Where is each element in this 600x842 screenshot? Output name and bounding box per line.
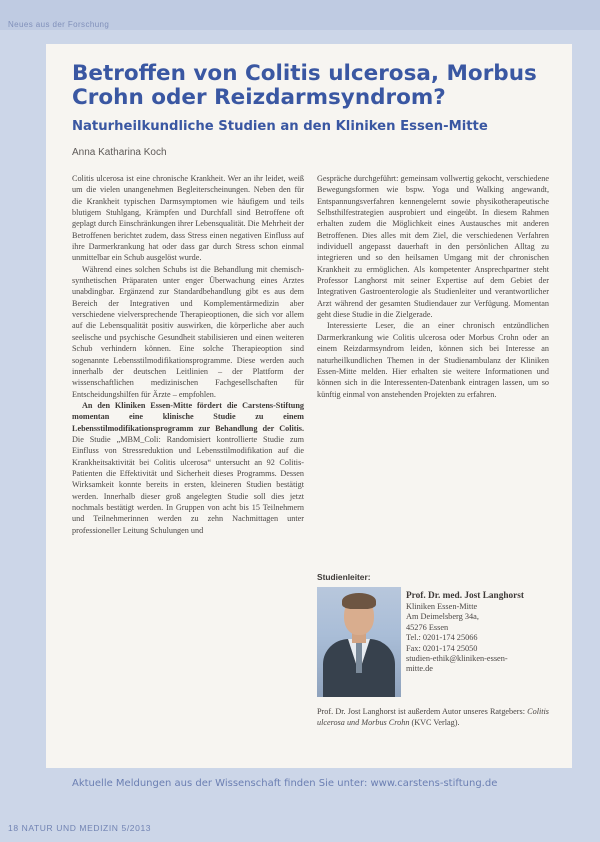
- book-title: Colitis ulcerosa und Morbus Crohn: [317, 707, 549, 728]
- contact-block: [406, 590, 566, 675]
- body-paragraph: [72, 400, 304, 536]
- section-label: Neues aus der Forschung: [8, 20, 110, 29]
- contact-fax: Fax: 0201-174 25050: [406, 643, 478, 653]
- article-author: Anna Katharina Koch: [72, 147, 167, 158]
- study-lead-label: Studienleiter:: [317, 572, 371, 582]
- article-title: Betroffen von Colitis ulcerosa, Morbus Crohn oder Reizdarmsyndrom?: [72, 61, 537, 110]
- contact-phone: Tel.: 0201-174 25066: [406, 633, 478, 643]
- bio-end: (KVC Verlag).: [409, 718, 460, 728]
- body-paragraph: Interessierte Leser, die an einer chronisch entzündlichen Darmerkrankung wie Colitis ulcerosa oder Morbus Crohn oder an einem Reizdarmsyndrom leiden, können sich bei Interesse an naturheilkundlichen Themen in der Studienambulanz der Kliniken Essen-Mitte melden. Hier erhalten sie weitere Informationen und können sich in die Interessenten-Datenbank eintragen lassen, um so künftig einmal von anstehenden Projekten zu erfahren.: [317, 321, 549, 399]
- contact-email-cont[interactable]: mitte.de: [406, 664, 433, 674]
- bio-paragraph: [317, 706, 549, 729]
- contact-line: 45276 Essen: [406, 622, 449, 632]
- contact-line: Am Deimelsberg 34a,: [406, 612, 479, 622]
- author-bio: [317, 706, 549, 729]
- body-text: Die Studie „MBM_Coli: Randomisiert kontrollierte Studie zum Einfluss von Stressreduktion und Lebensstilmodifikation auf die Krankheitsaktivität bei Colitis ulcerosa“ untersucht an 92 Colitis-Patienten die Effektivität und Sicherheit dieses Programms. Dessen Wirksamkeit konnte bereits in ersten, kleineren Studien bestätigt werden. Innerhalb dieser groß angelegten Studie soll dies jetzt nochmals bestätigt werden. In Gruppen von acht bis 15 Teilnehmern und Teilnehmerinnen werden zu zehn Nachmittagen unter professioneller Leitung Schulungen und: [72, 434, 304, 535]
- contact-email[interactable]: studien-ethik@kliniken-essen-: [406, 654, 508, 664]
- footer-link[interactable]: Aktuelle Meldungen aus der Wissenschaft finden Sie unter: www.carstens-stiftung.de: [72, 778, 498, 789]
- contact-line: Kliniken Essen-Mitte: [406, 602, 478, 611]
- body-paragraph: Colitis ulcerosa ist eine chronische Krankheit. Wer an ihr leidet, weiß um die vielen unangenehmen Begleiterscheinungen. Neben den für die Krankheit typischen Darmsymptomen wie häufigem und teils blutigem Stuhlgang, Krämpfen und Durchfall sind Betroffene oft geplagt durch Einschränkungen ihrer Lebensqualität. Die Mehrheit der Betroffenen berichtet zudem, dass Stress einen negativen Einfluss auf ihre Darmerkrankung hat oder dass gar durch Stress schon einmal unmittelbar ein Schub ausgelöst wurde.: [72, 174, 304, 263]
- body-paragraph: Während eines solchen Schubs ist die Behandlung mit chemisch-synthetischen Präparaten unter enger Überwachung eines Arztes unabdingbar. Ergänzend zur Standardbehandlung gibt es aus dem Bereich der Integrativen und Komplementärmedizin aber verschiedene vielversprechende Therapieoptionen, die sich vor allem auf die Lebensqualität positiv auswirken, die körperliche aber auch seelische und psychische Gesundheit stabilisieren und einen weiteren Schub verhindern können. Eine solche Therapieoption sind sogenannte Lebensstilmodifikationsprogramme. Diese werden auch innerhalb der deutschen Leitlinien – der Plattform der wissenschaftlichen medizinischen Fachgesellschaften für Entscheidungshilfen für Ärzte – empfohlen.: [72, 264, 304, 399]
- page-number: 18 NATUR UND MEDIZIN 5/2013: [8, 823, 152, 833]
- contact-name: Prof. Dr. med. Jost Langhorst: [406, 591, 525, 601]
- article-subtitle: Naturheilkundliche Studien an den Kliniken Essen-Mitte: [72, 119, 488, 134]
- bio-text: Prof. Dr. Jost Langhorst ist außerdem Autor unseres Ratgebers:: [317, 707, 528, 716]
- left-column: [72, 173, 304, 536]
- author-photo: [317, 587, 401, 697]
- body-paragraph: Gespräche durchgeführt: gemeinsam vollwertig gekocht, verschiedene Bewegungsformen wie bspw. Yoga und Walking angewandt, Entspannungsverfahren kennengelernt sowie physikotherapeutische Selbsthilfestrategien ausprobiert und eingeübt. In diesem Rahmen erhalten zudem die Möglichkeit eines Austausches mit anderen Betroffenen. Dies alles mit dem Ziel, die verschiedenen Verfahren individuell angepasst dauerhaft in den persönlichen Alltag zu integrieren und so den heilsamen Umgang mit der chronischen Krankheit zu ermöglichen. Als kompetenter Ansprechpartner steht Professor Langhorst mit seiner Expertise auf dem Gebiet der Integrativen Gastroenterologie als Studienleiter und verantwortlicher Arzt während der gesamten Studiendauer zur Verfügung. Momentan geht diese Studie in die Zielgerade.: [317, 174, 549, 320]
- right-column: [317, 173, 549, 400]
- bold-lead: An den Kliniken Essen-Mitte fördert die Carstens-Stiftung momentan eine klinische Studie zu einem Lebensstilmodifikationsprogramm zur Behandlung der Colitis.: [72, 400, 304, 433]
